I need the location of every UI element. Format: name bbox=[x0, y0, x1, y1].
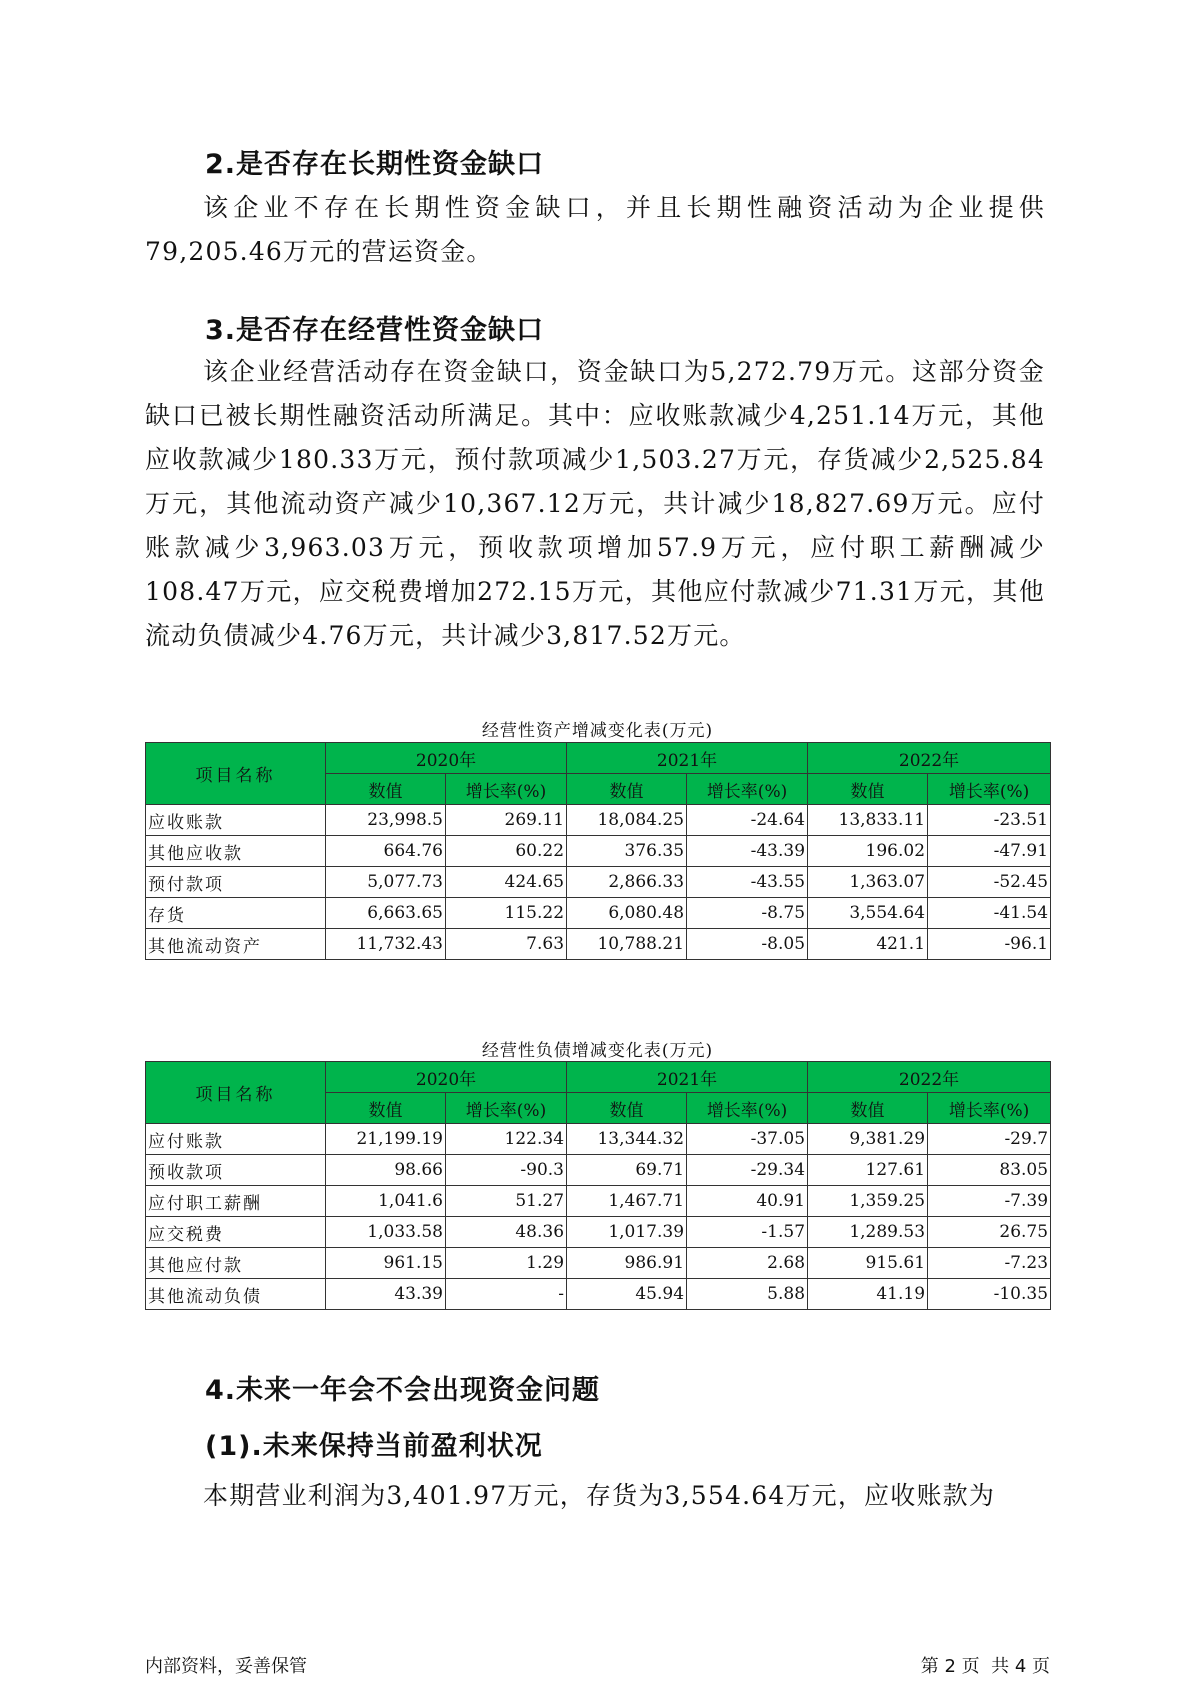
header-value: 数值 bbox=[567, 774, 687, 805]
cell-value: 13,833.11 bbox=[808, 805, 928, 836]
cell-growth-rate: -7.23 bbox=[928, 1248, 1051, 1279]
cell-value: 986.91 bbox=[567, 1248, 687, 1279]
cell-growth-rate: -52.45 bbox=[928, 867, 1051, 898]
cell-growth-rate: 48.36 bbox=[446, 1217, 567, 1248]
header-growth-rate: 增长率(%) bbox=[446, 1093, 567, 1124]
footer-confidential-note: 内部资料，妥善保管 bbox=[145, 1656, 307, 1677]
cell-value: 1,041.6 bbox=[326, 1186, 446, 1217]
section-3-heading: 3.是否存在经营性资金缺口 bbox=[205, 315, 545, 346]
header-growth-rate: 增长率(%) bbox=[446, 774, 567, 805]
cell-value: 664.76 bbox=[326, 836, 446, 867]
table-row bbox=[146, 836, 1051, 867]
cell-growth-rate: 83.05 bbox=[928, 1155, 1051, 1186]
cell-value: 1,017.39 bbox=[567, 1217, 687, 1248]
table-row bbox=[146, 1248, 1051, 1279]
header-item-name: 项目名称 bbox=[146, 1062, 326, 1124]
table-row bbox=[146, 1217, 1051, 1248]
header-year-2020: 2020年 bbox=[326, 743, 567, 774]
section-4-heading: 4.未来一年会不会出现资金问题 bbox=[205, 1375, 601, 1406]
row-item-name: 应交税费 bbox=[146, 1217, 326, 1248]
cell-growth-rate: -43.55 bbox=[687, 867, 808, 898]
cell-value: 127.61 bbox=[808, 1155, 928, 1186]
table-row bbox=[146, 805, 1051, 836]
header-year-2022: 2022年 bbox=[808, 1062, 1051, 1093]
cell-value: 41.19 bbox=[808, 1279, 928, 1310]
cell-value: 1,033.58 bbox=[326, 1217, 446, 1248]
cell-growth-rate: 269.11 bbox=[446, 805, 567, 836]
section-4-1-heading: (1).未来保持当前盈利状况 bbox=[205, 1431, 543, 1462]
footer-page-number: 第 2 页 共 4 页 bbox=[920, 1656, 1050, 1677]
cell-growth-rate: -43.39 bbox=[687, 836, 808, 867]
header-item-name: 项目名称 bbox=[146, 743, 326, 805]
cell-value: 43.39 bbox=[326, 1279, 446, 1310]
cell-value: 21,199.19 bbox=[326, 1124, 446, 1155]
row-item-name: 应付账款 bbox=[146, 1124, 326, 1155]
cell-growth-rate: 60.22 bbox=[446, 836, 567, 867]
header-year-2022: 2022年 bbox=[808, 743, 1051, 774]
cell-growth-rate: 1.29 bbox=[446, 1248, 567, 1279]
cell-value: 5,077.73 bbox=[326, 867, 446, 898]
cell-value: 13,344.32 bbox=[567, 1124, 687, 1155]
section-2-paragraph: 该企业不存在长期性资金缺口，并且长期性融资活动为企业提供79,205.46万元的营运资金。 bbox=[145, 193, 1045, 266]
cell-growth-rate: -23.51 bbox=[928, 805, 1051, 836]
cell-value: 376.35 bbox=[567, 836, 687, 867]
table-row bbox=[146, 1186, 1051, 1217]
table-row bbox=[146, 1155, 1051, 1186]
header-year-2020: 2020年 bbox=[326, 1062, 567, 1093]
cell-value: 18,084.25 bbox=[567, 805, 687, 836]
table-row bbox=[146, 1279, 1051, 1310]
cell-growth-rate: -41.54 bbox=[928, 898, 1051, 929]
liabilities-table-caption: 经营性负债增减变化表(万元) bbox=[481, 1041, 714, 1061]
header-value: 数值 bbox=[326, 774, 446, 805]
header-value: 数值 bbox=[808, 1093, 928, 1124]
cell-value: 915.61 bbox=[808, 1248, 928, 1279]
row-item-name: 预付款项 bbox=[146, 867, 326, 898]
row-item-name: 其他应付款 bbox=[146, 1248, 326, 1279]
cell-value: 421.1 bbox=[808, 929, 928, 960]
cell-growth-rate: 5.88 bbox=[687, 1279, 808, 1310]
cell-growth-rate: 51.27 bbox=[446, 1186, 567, 1217]
header-value: 数值 bbox=[808, 774, 928, 805]
row-item-name: 预收款项 bbox=[146, 1155, 326, 1186]
header-growth-rate: 增长率(%) bbox=[687, 1093, 808, 1124]
cell-growth-rate: -8.05 bbox=[687, 929, 808, 960]
section-4-1-paragraph: 本期营业利润为3,401.97万元，存货为3,554.64万元，应收账款为 bbox=[203, 1481, 996, 1510]
header-value: 数值 bbox=[567, 1093, 687, 1124]
assets-table-caption: 经营性资产增减变化表(万元) bbox=[481, 721, 714, 741]
row-item-name: 应付职工薪酬 bbox=[146, 1186, 326, 1217]
cell-growth-rate: 7.63 bbox=[446, 929, 567, 960]
cell-value: 69.71 bbox=[567, 1155, 687, 1186]
cell-growth-rate: -29.7 bbox=[928, 1124, 1051, 1155]
cell-growth-rate: -37.05 bbox=[687, 1124, 808, 1155]
header-value: 数值 bbox=[326, 1093, 446, 1124]
cell-growth-rate: 26.75 bbox=[928, 1217, 1051, 1248]
cell-growth-rate: -1.57 bbox=[687, 1217, 808, 1248]
table-row bbox=[146, 898, 1051, 929]
cell-growth-rate: 424.65 bbox=[446, 867, 567, 898]
cell-growth-rate: -24.64 bbox=[687, 805, 808, 836]
header-year-2021: 2021年 bbox=[567, 743, 808, 774]
table-row bbox=[146, 929, 1051, 960]
cell-value: 1,467.71 bbox=[567, 1186, 687, 1217]
row-item-name: 其他应收款 bbox=[146, 836, 326, 867]
cell-value: 1,289.53 bbox=[808, 1217, 928, 1248]
table-row bbox=[146, 867, 1051, 898]
cell-growth-rate: -90.3 bbox=[446, 1155, 567, 1186]
cell-value: 98.66 bbox=[326, 1155, 446, 1186]
cell-value: 11,732.43 bbox=[326, 929, 446, 960]
row-item-name: 存货 bbox=[146, 898, 326, 929]
cell-value: 3,554.64 bbox=[808, 898, 928, 929]
row-item-name: 其他流动负债 bbox=[146, 1279, 326, 1310]
cell-value: 6,663.65 bbox=[326, 898, 446, 929]
cell-value: 6,080.48 bbox=[567, 898, 687, 929]
cell-growth-rate: -10.35 bbox=[928, 1279, 1051, 1310]
cell-value: 1,363.07 bbox=[808, 867, 928, 898]
header-growth-rate: 增长率(%) bbox=[687, 774, 808, 805]
header-growth-rate: 增长率(%) bbox=[928, 774, 1051, 805]
table-row bbox=[146, 1124, 1051, 1155]
cell-value: 9,381.29 bbox=[808, 1124, 928, 1155]
cell-growth-rate: -8.75 bbox=[687, 898, 808, 929]
cell-value: 45.94 bbox=[567, 1279, 687, 1310]
header-year-2021: 2021年 bbox=[567, 1062, 808, 1093]
liabilities-change-table bbox=[145, 1061, 1051, 1310]
cell-value: 2,866.33 bbox=[567, 867, 687, 898]
cell-value: 196.02 bbox=[808, 836, 928, 867]
cell-growth-rate: 115.22 bbox=[446, 898, 567, 929]
assets-change-table bbox=[145, 742, 1051, 960]
cell-growth-rate: -29.34 bbox=[687, 1155, 808, 1186]
cell-growth-rate: 122.34 bbox=[446, 1124, 567, 1155]
cell-value: 10,788.21 bbox=[567, 929, 687, 960]
cell-value: 1,359.25 bbox=[808, 1186, 928, 1217]
cell-value: 23,998.5 bbox=[326, 805, 446, 836]
cell-growth-rate: 2.68 bbox=[687, 1248, 808, 1279]
section-3-paragraph: 该企业经营活动存在资金缺口，资金缺口为5,272.79万元。这部分资金缺口已被长期性融资活动所满足。其中：应收账款减少4,251.14万元，其他应收款减少180.33万元，预付款项减少1,503.27万元，存货减少2,525.84万元，其他流动资产减少10,367.12万元，共计减少18,827.69万元。应付账款减少3,963.03万元，预收款项增加57.9万元，应付职工薪酬减少108.47万元，应交税费增加272.15万元，其他应付款减少71.31万元，其他流动负债减少4.76万元，共计减少3,817.52万元。 bbox=[145, 357, 1045, 650]
cell-growth-rate: -7.39 bbox=[928, 1186, 1051, 1217]
row-item-name: 其他流动资产 bbox=[146, 929, 326, 960]
section-2-heading: 2.是否存在长期性资金缺口 bbox=[205, 149, 545, 180]
cell-value: 961.15 bbox=[326, 1248, 446, 1279]
row-item-name: 应收账款 bbox=[146, 805, 326, 836]
cell-growth-rate: 40.91 bbox=[687, 1186, 808, 1217]
cell-growth-rate: -47.91 bbox=[928, 836, 1051, 867]
cell-growth-rate: - bbox=[446, 1279, 567, 1310]
header-growth-rate: 增长率(%) bbox=[928, 1093, 1051, 1124]
cell-growth-rate: -96.1 bbox=[928, 929, 1051, 960]
